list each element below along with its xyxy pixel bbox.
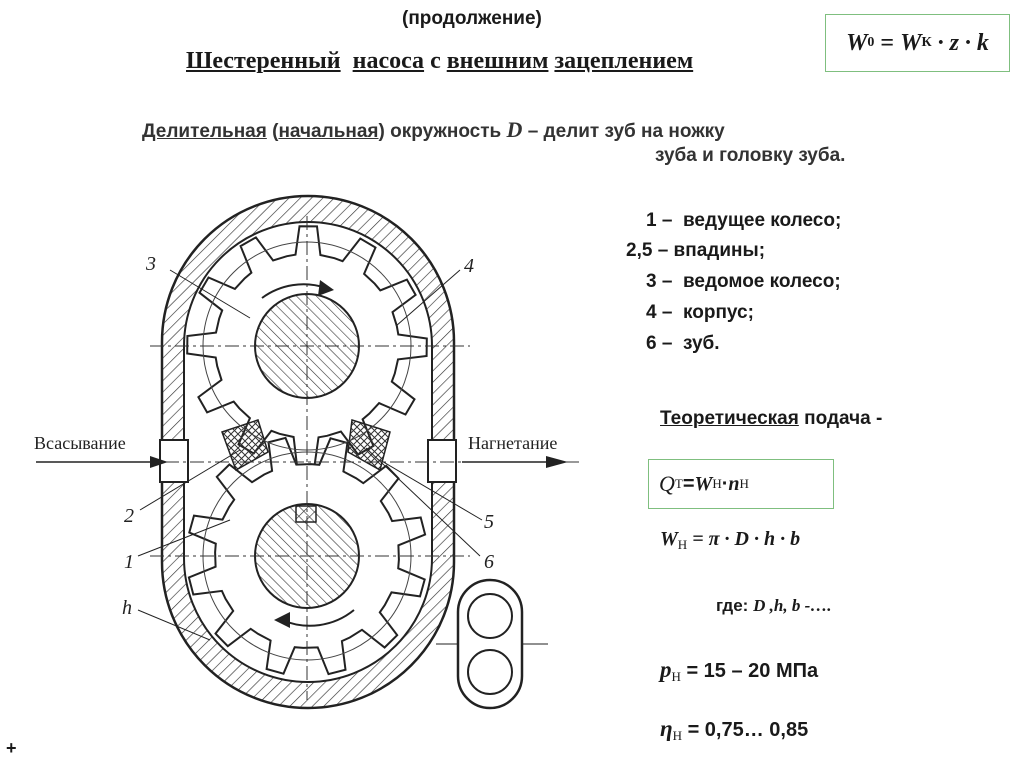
title-word-4: внешним bbox=[446, 48, 549, 74]
eta-symbol: η bbox=[660, 716, 673, 741]
theory-rest: подача - bbox=[798, 408, 883, 429]
legend-text: ведомое колесо; bbox=[682, 271, 841, 292]
where-rest: ,h, b -…. bbox=[765, 596, 832, 615]
formula-rest: · z · k bbox=[937, 29, 989, 56]
p-value: = 15 – 20 МПа bbox=[680, 660, 819, 682]
q-sub: Т bbox=[674, 476, 683, 491]
legend-text: ведущее колесо; bbox=[682, 210, 842, 231]
pump-side-view-icon bbox=[436, 580, 548, 708]
shaft-key bbox=[296, 506, 316, 522]
p-symbol: p bbox=[660, 657, 672, 682]
formula-w0-sub: 0 bbox=[867, 35, 875, 50]
plus-mark: + bbox=[6, 738, 17, 758]
q-dot: · bbox=[721, 472, 729, 495]
label-h: h bbox=[122, 597, 132, 619]
def-word-4: – делит зуб на ножку bbox=[527, 121, 725, 142]
legend-num: 1 – bbox=[646, 210, 673, 231]
discharge-port bbox=[428, 440, 456, 482]
formula-w0: W bbox=[846, 29, 868, 56]
eta-value: = 0,75… 0,85 bbox=[682, 719, 809, 741]
legend-text: зуб. bbox=[682, 333, 720, 354]
def-word-2: начальная bbox=[278, 121, 379, 142]
continuation-label: (продолжение) bbox=[402, 8, 542, 29]
label-5: 5 bbox=[484, 511, 494, 533]
title-word-3: с bbox=[430, 48, 441, 74]
title-word-1: Шестеренный bbox=[186, 48, 341, 74]
label-6: 6 bbox=[484, 551, 494, 573]
where-d: D bbox=[753, 596, 766, 615]
q-symbol: Q bbox=[659, 471, 675, 496]
wh-w: W bbox=[660, 528, 678, 550]
p-sub: Н bbox=[671, 669, 681, 684]
q-eq: = bbox=[682, 472, 695, 495]
legend-num: 6 – bbox=[646, 333, 673, 354]
def-symbol-d: D bbox=[506, 117, 523, 142]
suction-label: Всасывание bbox=[34, 433, 126, 453]
wh-sub: Н bbox=[677, 537, 688, 552]
eta-sub: Н bbox=[672, 728, 683, 743]
discharge-label: Нагнетание bbox=[468, 433, 558, 453]
q-n: n bbox=[728, 472, 740, 495]
label-3: 3 bbox=[146, 253, 156, 275]
q-w: W bbox=[694, 472, 713, 495]
title-word-2: насоса bbox=[352, 48, 425, 74]
legend-text: впадины; bbox=[673, 240, 766, 261]
def-word-1: Делительная bbox=[142, 121, 267, 142]
def-paren-open: ( bbox=[272, 121, 279, 142]
label-1: 1 bbox=[124, 551, 134, 573]
q-n-sub: Н bbox=[739, 476, 749, 491]
formula-wk: W bbox=[900, 29, 922, 56]
theory-label: Теоретическая bbox=[660, 408, 799, 429]
title-word-5: зацеплением bbox=[554, 48, 694, 74]
legend-num: 3 – bbox=[646, 271, 673, 292]
label-4: 4 bbox=[464, 255, 474, 277]
q-w-sub: Н bbox=[712, 476, 722, 491]
legend-num: 2,5 – bbox=[626, 240, 669, 261]
legend-num: 4 – bbox=[646, 302, 673, 323]
formula-wk-sub: К bbox=[921, 35, 932, 50]
label-2: 2 bbox=[124, 505, 134, 527]
legend-text: корпус; bbox=[682, 302, 754, 323]
discharge-arrow-head-icon bbox=[546, 456, 568, 468]
where-text: где: bbox=[716, 596, 754, 615]
def-word-3: ) окружность bbox=[378, 121, 502, 142]
formula-eq: = bbox=[880, 29, 895, 56]
definition-line-2: зуба и головку зуба. bbox=[655, 145, 846, 166]
wh-rhs: = π · D · h · b bbox=[687, 528, 801, 550]
